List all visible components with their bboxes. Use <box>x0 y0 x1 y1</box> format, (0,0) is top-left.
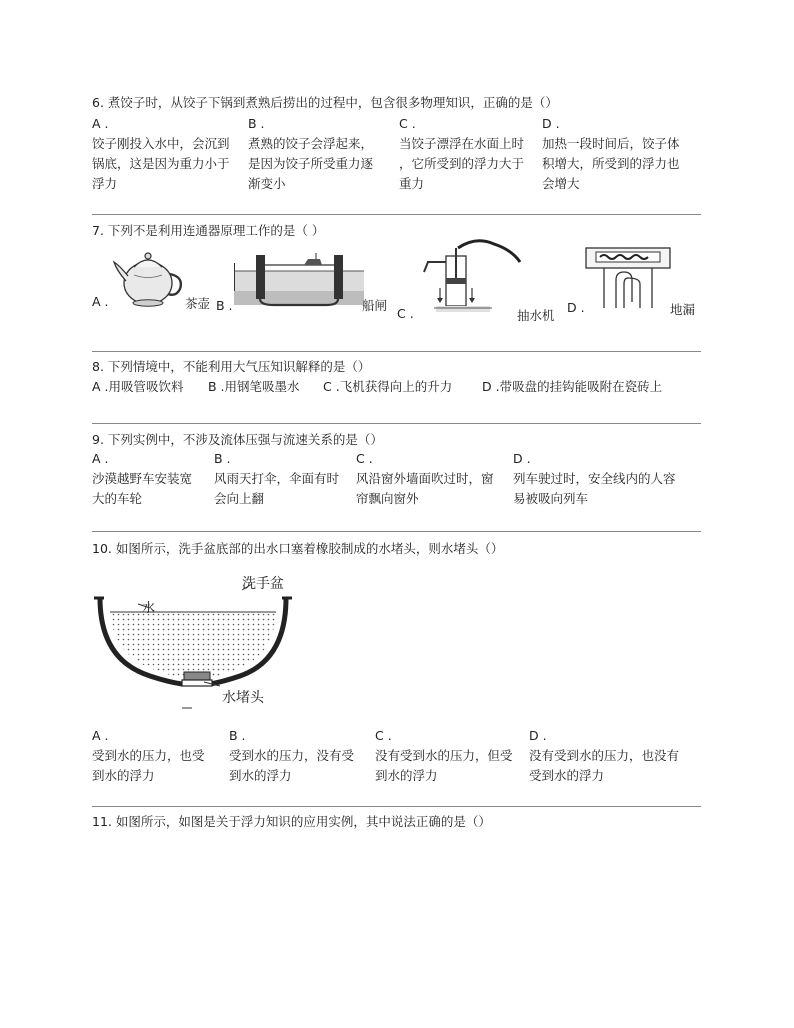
q6-option-c[interactable] <box>399 114 545 194</box>
q10-option-c-line2: 到水的浮力 <box>375 768 438 783</box>
q9-option-a-line2: 大的车轮 <box>92 491 143 506</box>
q7-option-c-caption: 抽水机 <box>517 308 555 323</box>
divider <box>92 531 701 532</box>
q8-option-d[interactable] <box>482 377 662 395</box>
q6-option-b[interactable] <box>248 114 398 194</box>
q8-option-a-text: 用吸管吸饮料 <box>108 379 184 394</box>
q7-option-b-caption: 船闸 <box>362 298 388 313</box>
q6-option-b-line3: 渐变小 <box>248 176 286 191</box>
divider <box>92 806 701 807</box>
q10-option-d-line2: 受到水的浮力 <box>529 768 605 783</box>
q6-option-c-line3: 重力 <box>399 176 425 191</box>
q8-option-d-label: D . <box>482 379 500 394</box>
q10-option-b-line1: 受到水的压力，没有受 <box>229 748 355 763</box>
q6-option-a-line2: 锅底，这是因为重力小于 <box>92 156 230 171</box>
q10-option-d-label: D . <box>529 728 547 743</box>
q6-option-b-line2: 是因为饺子所受重力逐 <box>248 156 374 171</box>
q8-option-b-label: B . <box>208 379 225 394</box>
divider <box>92 351 701 352</box>
q9-option-d-line2: 易被吸向列车 <box>513 491 589 506</box>
q6-stem: 6. 煮饺子时，从饺子下锅到煮熟后捞出的过程中，包含很多物理知识，正确的是（） <box>92 95 558 110</box>
q6-option-a-label: A . <box>92 116 109 131</box>
q10-option-b-label: B . <box>229 728 246 743</box>
water-pump-image <box>416 236 524 314</box>
q6-option-d[interactable] <box>542 114 702 194</box>
q9-option-a-line1: 沙漠越野车安装宽 <box>92 471 193 486</box>
water-label: 水 <box>142 601 156 616</box>
q8-option-a-label: A . <box>92 379 109 394</box>
q9-option-c-label: C . <box>356 451 373 466</box>
q8-stem: 8. 下列情境中，不能利用大气压知识解释的是（） <box>92 359 371 374</box>
q6-option-d-label: D . <box>542 116 560 131</box>
q9-option-d-line1: 列车驶过时，安全线内的人容 <box>513 471 676 486</box>
q7-option-c-label[interactable]: C . <box>397 306 414 321</box>
q9-option-c-line2: 帘飘向窗外 <box>356 491 419 506</box>
q10-option-c[interactable] <box>375 726 531 786</box>
q9-option-d[interactable] <box>513 449 703 509</box>
q10-option-b[interactable] <box>229 726 373 786</box>
q6-option-c-line2: ，它所受到的浮力大于 <box>399 156 525 171</box>
q7-option-d-caption: 地漏 <box>670 302 696 317</box>
q10-option-a[interactable] <box>92 726 226 786</box>
q10-option-a-line2: 到水的浮力 <box>92 768 155 783</box>
teapot-image <box>112 247 186 309</box>
q8-option-d-text: 带吸盘的挂钩能吸附在瓷砖上 <box>499 379 663 394</box>
basin-label: 洗手盆 <box>242 576 284 592</box>
q7-option-a-label[interactable]: A . <box>92 294 109 309</box>
q6-option-a-line3: 浮力 <box>92 176 118 191</box>
plug-label: 水堵头 <box>222 690 264 706</box>
q8-option-a[interactable] <box>92 377 184 395</box>
q10-option-a-label: A . <box>92 728 109 743</box>
q8-option-c-label: C . <box>323 379 340 394</box>
q10-option-b-line2: 到水的浮力 <box>229 768 292 783</box>
q10-stem: 10. 如图所示，洗手盆底部的出水口塞着橡胶制成的水堵头，则水堵头（） <box>92 541 504 556</box>
q9-option-c[interactable] <box>356 449 512 509</box>
wash-basin-figure <box>92 568 302 714</box>
divider <box>92 214 701 215</box>
q10-option-d-line1: 没有受到水的压力，也没有 <box>529 748 680 763</box>
q6-option-d-line3: 会增大 <box>542 176 580 191</box>
q9-option-b-label: B . <box>214 451 231 466</box>
q9-option-b-line2: 会向上翻 <box>214 491 265 506</box>
q6-option-b-line1: 煮熟的饺子会浮起来， <box>248 136 374 151</box>
q8-option-b-text: 用钢笔吸墨水 <box>224 379 300 394</box>
q11-stem: 11. 如图所示，如图是关于浮力知识的应用实例，其中说法正确的是（） <box>92 814 491 829</box>
q6-option-b-label: B . <box>248 116 265 131</box>
q10-option-d[interactable] <box>529 726 701 786</box>
q7-stem: 7. 下列不是利用连通器原理工作的是（ ） <box>92 223 325 238</box>
q6-option-c-label: C . <box>399 116 416 131</box>
q9-option-a-label: A . <box>92 451 109 466</box>
q7-option-b-label[interactable]: B . <box>216 298 233 313</box>
q9-option-a[interactable] <box>92 449 212 509</box>
floor-drain-image <box>584 244 674 314</box>
q9-stem: 9. 下列实例中，不涉及流体压强与流速关系的是（） <box>92 432 383 447</box>
q7-option-d-label[interactable]: D . <box>567 300 585 315</box>
divider <box>92 423 701 424</box>
q6-option-a-line1: 饺子刚投入水中，会沉到 <box>92 136 230 151</box>
q10-option-c-line1: 没有受到水的压力，但受 <box>375 748 513 763</box>
q10-option-c-label: C . <box>375 728 392 743</box>
q9-option-d-label: D . <box>513 451 531 466</box>
q6-option-a[interactable] <box>92 114 252 194</box>
q9-option-b[interactable] <box>214 449 354 509</box>
q8-option-c[interactable] <box>323 377 452 395</box>
q10-option-a-line1: 受到水的压力，也受 <box>92 748 205 763</box>
q7-option-a-caption: 茶壶 <box>185 296 211 311</box>
q6-option-d-line2: 积增大，所受到的浮力也 <box>542 156 680 171</box>
q6-option-d-line1: 加热一段时间后，饺子体 <box>542 136 680 151</box>
q9-option-b-line1: 风雨天打伞，伞面有时 <box>214 471 340 486</box>
q8-option-c-text: 飞机获得向上的升力 <box>339 379 453 394</box>
q6-option-c-line1: 当饺子漂浮在水面上时 <box>399 136 525 151</box>
ship-lock-image <box>234 249 364 307</box>
q9-option-c-line1: 风沿窗外墙面吹过时，窗 <box>356 471 494 486</box>
q8-option-b[interactable] <box>208 377 300 395</box>
